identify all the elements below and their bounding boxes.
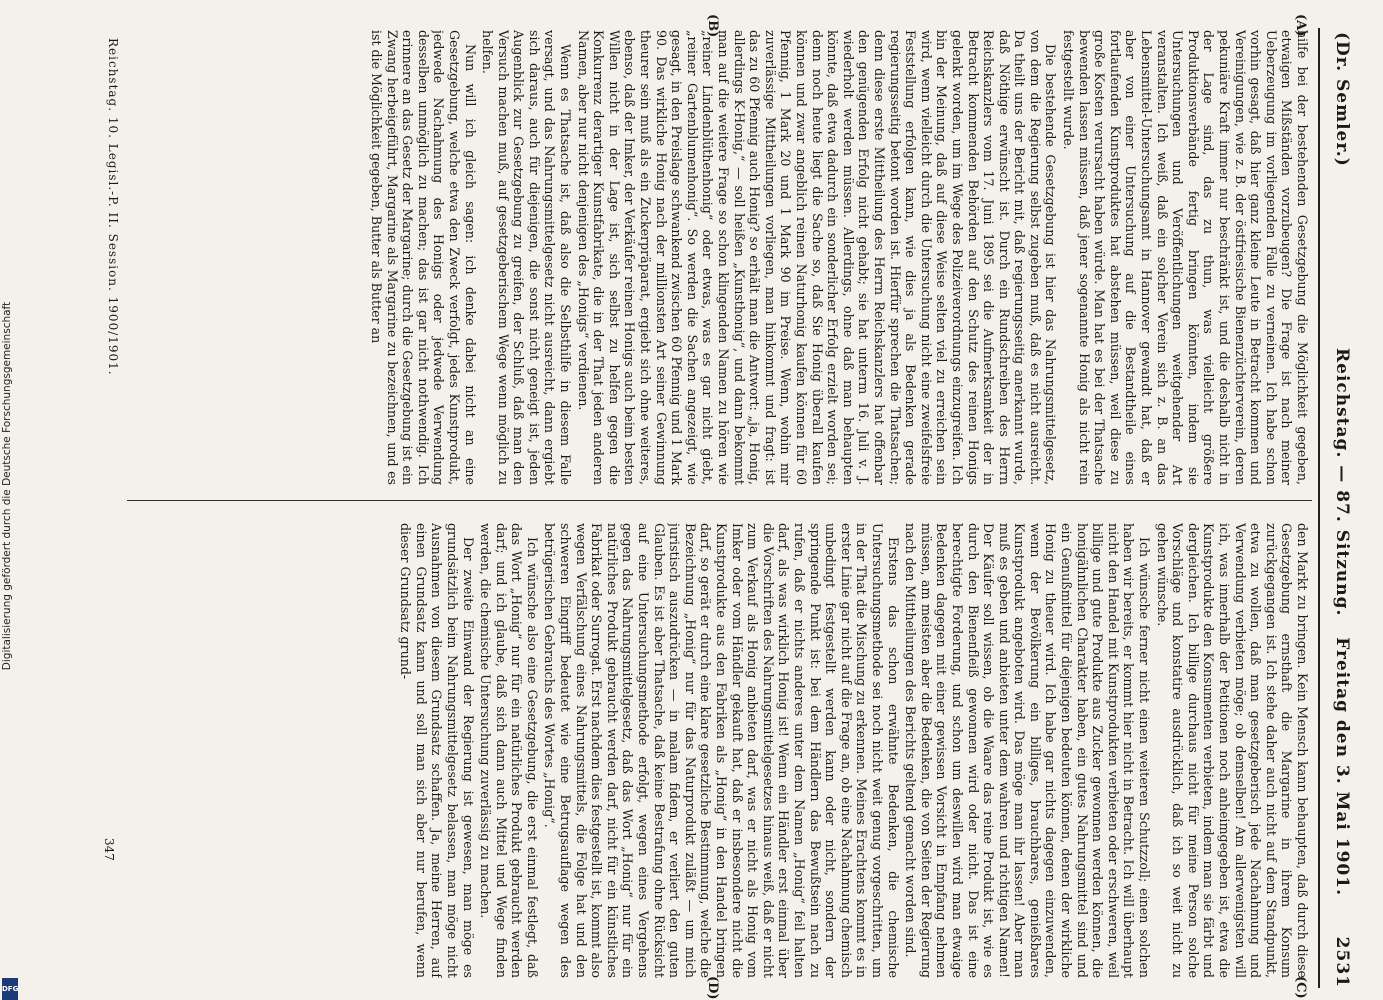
margin-letter-b: (B): [705, 14, 720, 38]
column-divider: [127, 500, 1312, 501]
paragraph: Erstens das schon erwähnte Bedenken, die chemische Untersuchungsmethode sei noch nicht weit genug vorgeschritten, um in der That die Mischung zu erkennen. Meines Erachtens kommt es in erster Linie gar nicht auf die Frage an, ob eine Nachahmung chemisch unbedingt festgestellt werden kann oder nicht, sondern der springende Punkt ist: bei dem Händlern das Bewußtsein nach zu rufen, daß er nichts anderes unter dem Namen „Honig“ feil halten darf, als was wirklich Honig ist! Wenn ein Händler erst einmal über die Vorschriften des Nahrungsmittelgesetzes hinaus weiß, daß er nicht zum Verkauf als Honig anbieten darf, was er nicht als Honig vom Imker oder vom Händler gekauft hat, daß er insbesondere nicht die Kunstprodukte aus den Fabriken als „Honig“ in den Handel bringen darf, so gerät er durch eine klare gesetzliche Bestimmung, welche die Bezeichnung „Honig“ nur für das Naturprodukt zuläßt — um mich juristisch auszudrücken — in malam fidem, er verliert den guten Glauben. Es ist aber Thatsache, daß keine Bestrafung ohne Rücksicht auf eine Untersuchungsmethode erfolgt, wegen eines Vergehens gegen das Nahrungsmittelgesetz, daß das Wort „Honig“ nur für ein natürliches Produkt gebraucht werden darf, nicht für ein künstliches Fabrikat oder Surrogat. Erst nachdem dies festgestellt ist, kommt also wegen Verfälschung eines Nahrungsmittels, die Folge hat und den schweren Eingriff bedeutet wie eine Betrugsauflage wegen des betrügerischen Gebrauchs des Wortes „Honig“.: [542, 523, 901, 978]
header-session: [1332, 348, 1352, 896]
dfg-logo: DFG: [2, 978, 18, 1000]
header-date: Freitag den 3. Mai 1901.: [1332, 637, 1352, 896]
paragraph: Die bestehende Gesetzgebung ist hier das Nahrungsmittelgesetz, von dem die Regierung selbst zugeben muß, daß es nicht ausreicht. Da theilt uns der Bericht mit, daß regierungsseitig anerkannt wurde, daß Nöthige erwünscht ist. Durch ein Rundschreiben des Herrn Reichskanzlers vom 17. Juni 1895 sei die Aufmerksamkeit der in Betracht kommenden Behörden auf den Schutz des reinen Honigs gelenkt worden, um im Wege des Polizeiverordnungs einzugreifen. Ich bin der Meinung, daß auf diese Weise selten viel zu erreichen sein wird, wenn vielleicht durch die Untersuchung nicht eine zweifelsfreie Feststellung erfolgen kann, wie dies ja als Bedenken gerade regierungsseitig betont worden ist. Hierfür sprechen die Thatsachen; denn diese erste Mittheilung des Herrn Reichskanzlers hat offenbar den genügenden Erfolg nicht gehabt; sie hat unterm 16. Juli v. J. wiederholt werden müssen. Allerdings, ohne daß man behaupten könnte, daß etwa dadurch ein sonderlicher Erfolg erzielt worden sei; denn noch heute liegt die Sache so, daß Sie Honig überall kaufen können und zwar angeblich reinen Naturhonig kaufen können für 60 Pfennig, 1 Mark 20 und 1 Mark 90 im Preise. Wenn, wohin mir zuverlässige Mittheilungen vorliegen, man hinkommt und fragt: ist das zu 60 Pfennig auch Honig? so erhält man die Antwort: „ja, Honig, allerdings K-Honig,“ — soll heißen „Kunsthonig“, und dann bekommt man auf die weitere Frage so schon klingenden Namen zu hören wie „reiner Lindenblüthenhonig“ oder etwas, was es gar nicht giebt, „reiner Gartenblumenhonig“. So werden die Sachen angezeigt, wie gesagt, in den Preislage schwankend zwischen 60 Pfennig und 1 Mark 90. Das wirkliche Honig nach der millionsten Art seiner Gewinnung theurer sein muß als ein Zuckerpräparat, ergiebt sich ohne weiteres, ebenso, daß der Imker, der Verkäufer reinen Honigs auch beim besten Willen nicht in der Lage ist, sich selbst zu helfen gegen die Konkurrenz derartiger Kunstfabrikate, die in der That jeden anderen Namen, aber nur nicht denjenigen des „Honigs“ verdienen.: [575, 30, 1059, 485]
left-column: [130, 30, 1310, 485]
header-rule: [1318, 28, 1320, 988]
paragraph: hilfe bei der bestehenden Gesetzgebung die Möglichkeit gegeben, etwaigen Mißständen vorzubeugen? Die Frage ist nach meiner Ueberzeugung im vorliegenden Falle zu verneinen. Ich habe schon vorhin gesagt, daß hier ganz kleine Leute in Betracht kommen und Vereinigungen, wie z. B. der östfriesische Bienenzüchterverein, deren pekuniäre Kraft immer nur beschränkt ist, und die deshalb nicht in der Lage sind, das zu thun, was vielleicht größere Produktionsverbände fertig bringen könnten, indem sie Untersuchungen und Veröffentlichungen weitgehender Art veranstalten. Ich weiß, daß ein solcher Verein sich z. B. an das Lebensmittel-Untersuchungsamt in Hannover gewandt hat, daß er aber von einer Untersuchung auf die Bestandtheile eines fortlaufenden Kunstproduktes hat abstehen müssen, weil diese zu große Kosten verursacht haben würde. Man hat es bei der Thatsache bewenden lassen müssen, daß jener sogenannte Honig als nicht rein festgestellt wurde.: [1061, 30, 1310, 485]
paragraph: Wenn es Thatsache ist, daß also die Selbsthilfe in diesem Falle versagt, und das Nahrungsmittelgesetz nicht ausreicht, dann ergiebt sich daraus, auch für diejenigen, die sonst nicht geneigt ist, jeden Augenblick zur Gesetzgebung zu greifen, der Schluß, daß man den Versuch machen muß, auf gesetzgeberischem Wege wenn möglich zu helfen.: [480, 30, 574, 485]
paragraph: Nun will ich gleich sagen: ich denke dabei nicht an eine Gesetzgebung, welche etwa den Zweck verfolgt, jedes Kunstprodukt, jedwede Nachahmung des Honigs oder jedwede Verwendung desselben unmöglich zu machen; das ist gar nicht nothwendig. Ich erinnere an das Gesetz der Margarine; durch die Gesetzgebung ist ein Zwang herbeigeführt, Margarine als Margarine zu bezeichnen, und es ist die Möglichkeit gegeben, Butter als Butter an: [368, 30, 478, 485]
paragraph: Ich wünsche also eine Gesetzgebung, die erst einmal festlegt, daß das Wort „Honig“ nur für ein natürliches Produkt gebraucht werden darf; und ich glaube, daß sich dann auch Mittel und Wege finden werden, die chemische Untersuchung zuverlässig zu machen.: [478, 523, 540, 978]
paragraph: Ich wünsche ferner nicht einen weiteren Schutzzoll; einen solchen haben wir bereits, er kommt hier nicht in Betracht. Ich will überhaupt nicht den Handel mit Kunstprodukten verbieten oder erschweren, weil billige und gute Produkte aus Zucker gewonnen werden können, die honigähnlichen Charakter haben, ein gutes Nahrungsmittel sind und ein Genußmittel für diejenigen bedeuten können, denen der wirkliche Honig zu theuer wird. Ich habe gar nichts dagegen einzuwenden, wenn der Bevölkerung ein billiges, brauchbares, genießbares Kunstprodukt angeboten wird. Das möge man ihr lassen! Aber man muß es geben und anbieten unter dem wahren und richtigen Namen! Der Käufer soll wissen, ob die Waare das reine Produkt ist, wie es durch den Bienenfleiß gewonnen wird oder nicht. Das ist eine berechtigte Forderung, und schon um deswillen wird man etwaige Bedenken dagegen mit einer gewissen Vorsicht in Empfang nehmen müssen, am meisten aber die Bedenken, die von Seiten der Regierung nach den Mittheilungen des Berichts geltend gemacht worden sind.: [903, 523, 1153, 978]
paragraph: Der zweite Einwand der Regierung ist gewesen, man möge es grundsätzlich beim Nahrungsmittelgesetz belassen, man möge nicht Ausnahmen von diesem Grundsatz schaffen. Ja, meine Herren, auf einen Grundsatz kann und soll man sich aber nur berufen, wenn dieser Grundsatz grund-: [398, 523, 476, 978]
sidebar-credit-text: Digitalisierung gefördert durch die Deutsche Forschungsgemeinschaft: [1, 301, 13, 671]
margin-letter-a: (A): [1293, 14, 1308, 37]
header-title: Reichstag. — 87. Sitzung.: [1332, 348, 1352, 617]
footer-page-number: 347: [102, 838, 116, 861]
header-speaker: (Dr. Semler.): [1332, 32, 1352, 167]
header-page-number: 2531: [1332, 936, 1352, 988]
margin-letter-d: (D): [705, 976, 720, 1000]
footer-session-note: Reichstag. 10. Legisl.-P. II. Session. 1900/1901.: [106, 38, 120, 376]
paragraph: den Markt zu bringen. Kein Mensch kann behaupten, daß durch diese Gesetzgebung ernsthaft die Margarine in ihrem Konsum zurückgegangen ist. Ich stehe daher auch nicht auf dem Standpunkt, etwa zu wollen, daß man gesetzgeberisch jede Nachahmung und Verwendung verbieten möge; ob demselben! Am allerwenigsten will ich, was innerhalb der Petitionen noch anheimgegeben ist, etwa die Kunstprodukte den Konsumenten verbieten, indem man sie färbt und dergleichen. Ich billige durchaus nicht für meine Person solche Vorschläge und konstatire ausdrücklich, daß ich so weit nicht zu gehen wünsche.: [1154, 523, 1310, 978]
right-column: [130, 523, 1310, 978]
digitization-sidebar: [1, 10, 19, 993]
margin-letter-c: (C): [1293, 976, 1308, 999]
page-header: [1326, 18, 1360, 998]
rotated-page-content: [70, 14, 1360, 1000]
